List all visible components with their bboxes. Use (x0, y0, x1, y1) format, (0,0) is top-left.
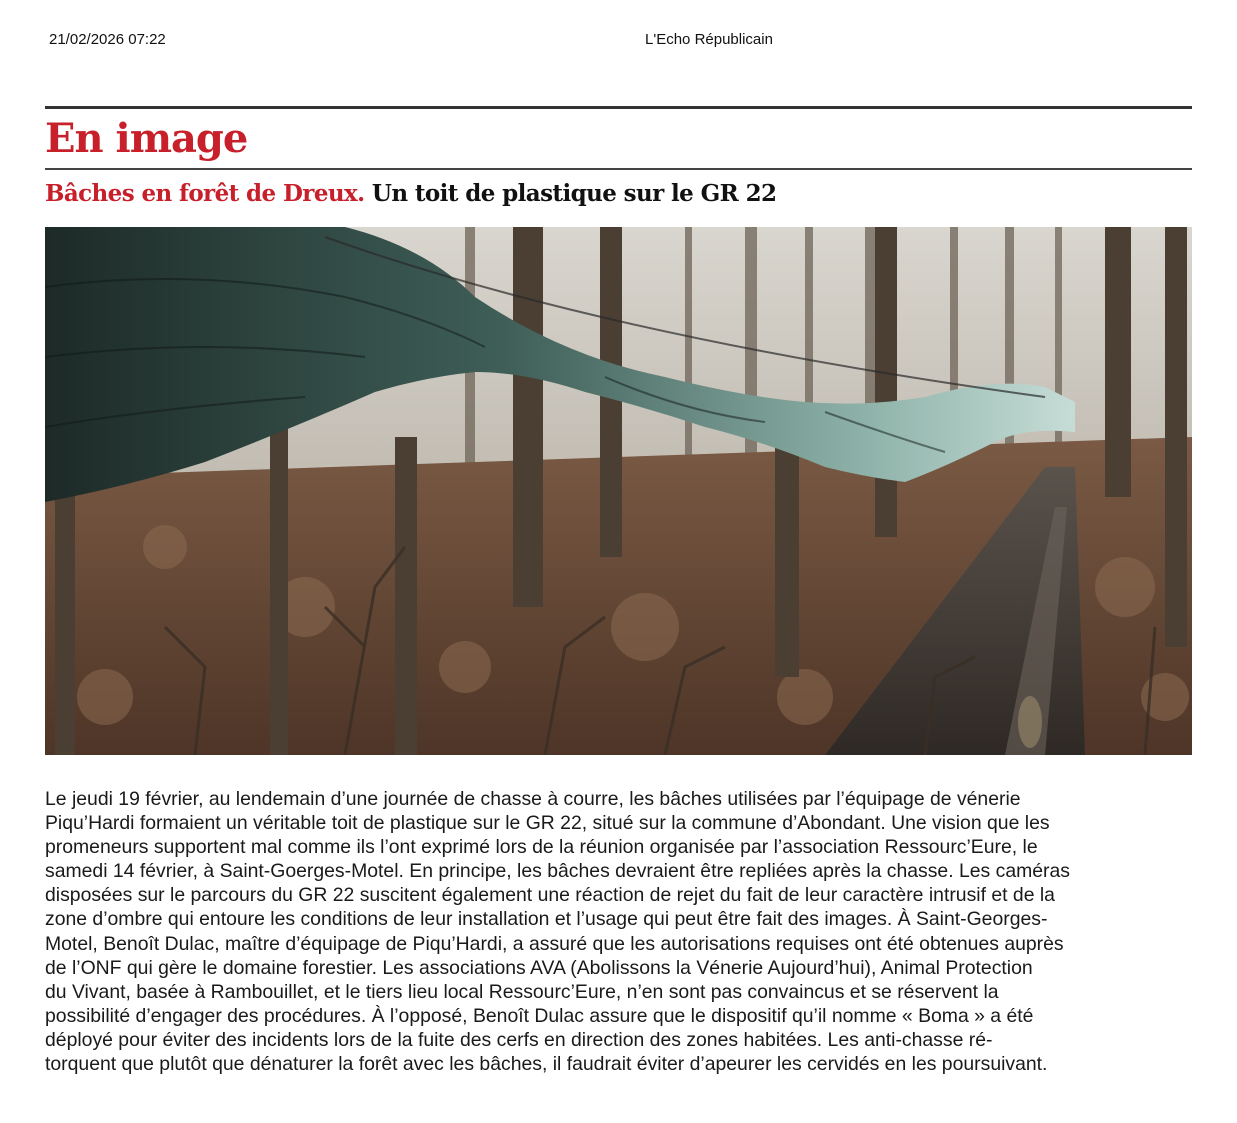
body-line: Piqu’Hardi formaient un véritable toit de plastique sur le GR 22, situé sur la commune d’Abondant. Une vision que les (45, 812, 1050, 835)
body-line: torquent que plutôt que dénaturer la forêt avec les bâches, il faudrait éviter d’apeurer les cervidés en les poursuivant. (45, 1053, 1048, 1076)
body-line: samedi 14 février, à Saint-Goerges-Motel. En principe, les bâches devraient être repliées après la chasse. Les caméras (45, 860, 1070, 883)
article-photo (45, 227, 1192, 755)
body-line: possibilité d’engager des procédures. À l’opposé, Benoît Dulac assure que le dispositif qu’il nomme « Boma » a été (45, 1004, 1034, 1027)
body-line: Motel, Benoît Dulac, maître d’équipage de Piqu’Hardi, a assuré que les autorisations requises ont été obtenues auprès (45, 932, 1064, 955)
body-line: déployé pour éviter des incidents lors de la fuite des cerfs en direction des zones habitées. Les anti-chasse ré- (45, 1028, 993, 1051)
body-line: disposées sur le parcours du GR 22 suscitent également une réaction de rejet du fait de leur caractère intrusif et de la (45, 884, 1055, 907)
headline-kicker: Bâches en forêt de Dreux. (45, 180, 365, 207)
body-line: promeneurs supportent mal comme ils l’ont exprimé lors de la réunion organisée par l’association Ressourc’Eure, le (45, 836, 1038, 859)
top-rule (45, 106, 1192, 109)
print-datetime: 21/02/2026 07:22 (49, 31, 166, 48)
headline-main: Un toit de plastique sur le GR 22 (371, 180, 777, 207)
section-rule (45, 168, 1192, 170)
article-headline (45, 178, 776, 210)
body-line: zone d’ombre qui entoure les conditions de leur installation et l’usage qui peut être fait des images. À Saint-Georges- (45, 908, 1048, 931)
body-line: de l’ONF qui gère le domaine forestier. Les associations AVA (Abolissons la Vénerie Aujourd’hui), Animal Protection (45, 956, 1033, 979)
body-line: Le jeudi 19 février, au lendemain d’une journée de chasse à courre, les bâches utilisées par l’équipage de vénerie (45, 788, 1021, 810)
print-source: L'Echo Républicain (645, 31, 773, 48)
article-body (45, 787, 1192, 1076)
section-title: En image (45, 115, 248, 162)
body-line: du Vivant, basée à Rambouillet, et le tiers lieu local Ressourc’Eure, n’en sont pas convaincus et se réservent la (45, 980, 999, 1003)
print-header (0, 31, 1237, 51)
